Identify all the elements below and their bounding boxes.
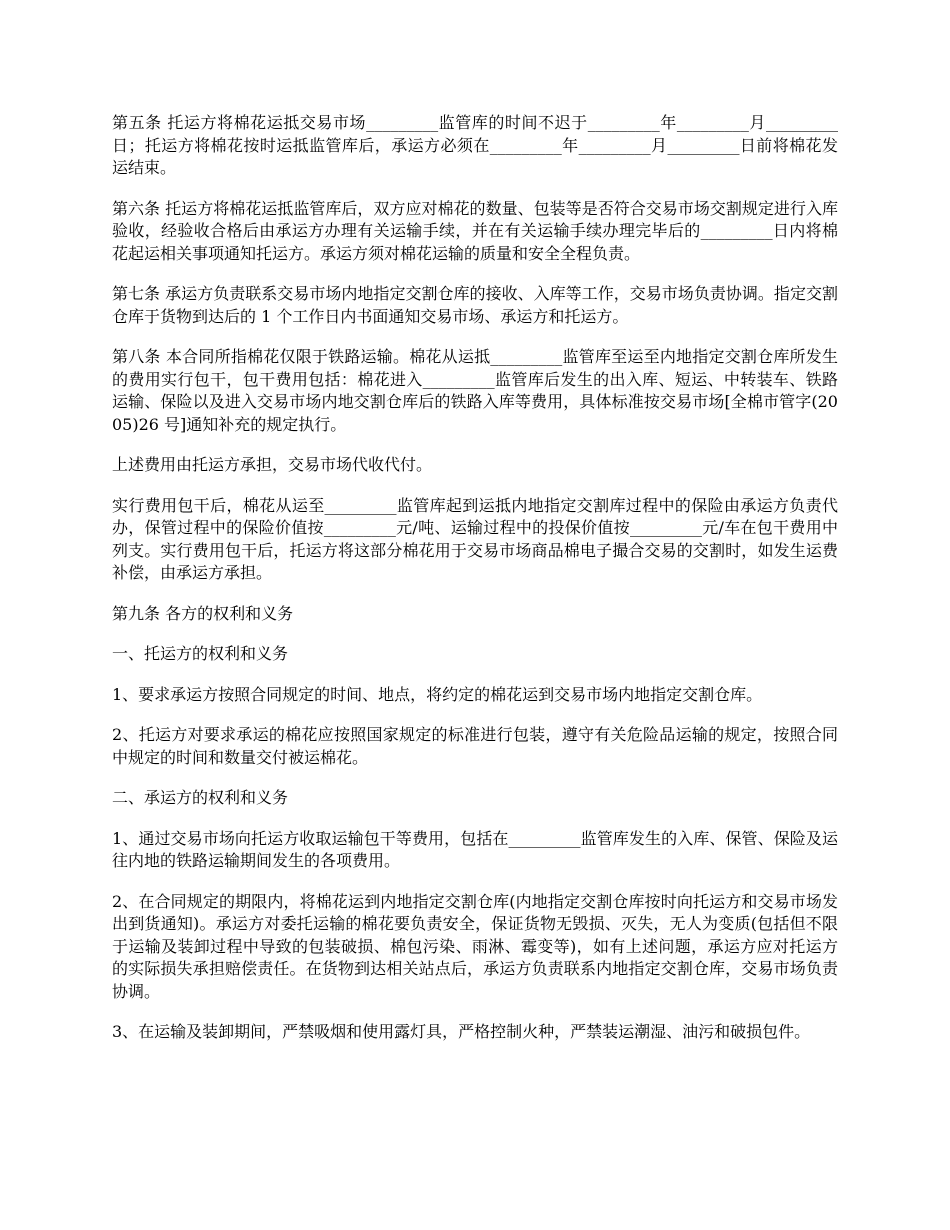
- carrier-item-3: 3、在运输及装卸期间，严禁吸烟和使用露灯具，严格控制火种，严禁装运潮湿、油污和破损包件。: [112, 1022, 811, 1041]
- clause-5-paragraph: 第五条 托运方将棉花运抵交易市场_________监管库的时间不迟于_________年_________月_________日；托运方将棉花按时运抵监管库后，承运方必须在_________年_________月_________日前将棉花发运结束。: [112, 113, 838, 177]
- clause-9-heading: 第九条 各方的权利和义务: [112, 603, 294, 623]
- shipper-rights-heading: 一、托运方的权利和义务: [112, 644, 289, 663]
- fee-bearer-paragraph: 上述费用由托运方承担，交易市场代收代付。: [112, 455, 433, 474]
- shipper-item-2: 2、托运方对要求承运的棉花应按照国家规定的标准进行包装，遵守有关危险品运输的规定，按照合同中规定的时间和数量交付被运棉花。: [112, 725, 838, 767]
- shipper-item-1: 1、要求承运方按照合同规定的时间、地点，将约定的棉花运到交易市场内地指定交割仓库。: [112, 684, 763, 704]
- fee-inclusive-paragraph: 实行费用包干后，棉花从运至_________监管库起到运抵内地指定交割库过程中的保险由承运方负责代办，保管过程中的保险价值按_________元/吨、运输过程中的投保价值按_________元/车在包干费用中列支。实行费用包干后，托运方将这部分棉花用于交易市场商品棉电子撮合交易的交割时，如发生运费补偿，由承运方承担。: [112, 495, 838, 582]
- clause-8-paragraph: 第八条 本合同所指棉花仅限于铁路运输。棉花从运抵_________监管库至运至内地指定交割仓库所发生的费用实行包干，包干费用包括：棉花进入_________监管库后发生的出入库、短运、中转装车、铁路运输、保险以及进入交易市场内地交割仓库后的铁路入库等费用，具体标准按交易市场[全棉市管字(2005)26 号]通知补充的规定执行。: [112, 347, 838, 434]
- document-page: [112, 112, 838, 1062]
- carrier-rights-heading: 二、承运方的权利和义务: [112, 788, 289, 807]
- carrier-item-2: 2、在合同规定的期限内，将棉花运到内地指定交割仓库(内地指定交割仓库按时向托运方和交易市场发出到货通知)。承运方对委托运输的棉花要负责安全，保证货物无毁损、灭失，无人为变质(包括但不限于运输及装卸过程中导致的包装破损、棉包污染、雨淋、霉变等)，如有上述问题，承运方应对托运方的实际损失承担赔偿责任。在货物到达相关站点后，承运方负责联系内地指定交割仓库，交易市场负责协调。: [112, 891, 838, 1001]
- carrier-item-1: 1、通过交易市场向托运方收取运输包干等费用，包括在_________监管库发生的入库、保管、保险及运往内地的铁路运输期间发生的各项费用。: [112, 828, 838, 870]
- clause-6-paragraph: 第六条 托运方将棉花运抵监管库后，双方应对棉花的数量、包装等是否符合交易市场交割规定进行入库验收，经验收合格后由承运方办理有关运输手续，并在有关运输手续办理完毕后的_________日内将棉花起运相关事项通知托运方。承运方须对棉花运输的质量和安全全程负责。: [112, 198, 838, 263]
- clause-7-paragraph: 第七条 承运方负责联系交易市场内地指定交割仓库的接收、入库等工作，交易市场负责协调。指定交割仓库于货物到达后的 1 个工作日内书面通知交易市场、承运方和托运方。: [112, 284, 838, 326]
